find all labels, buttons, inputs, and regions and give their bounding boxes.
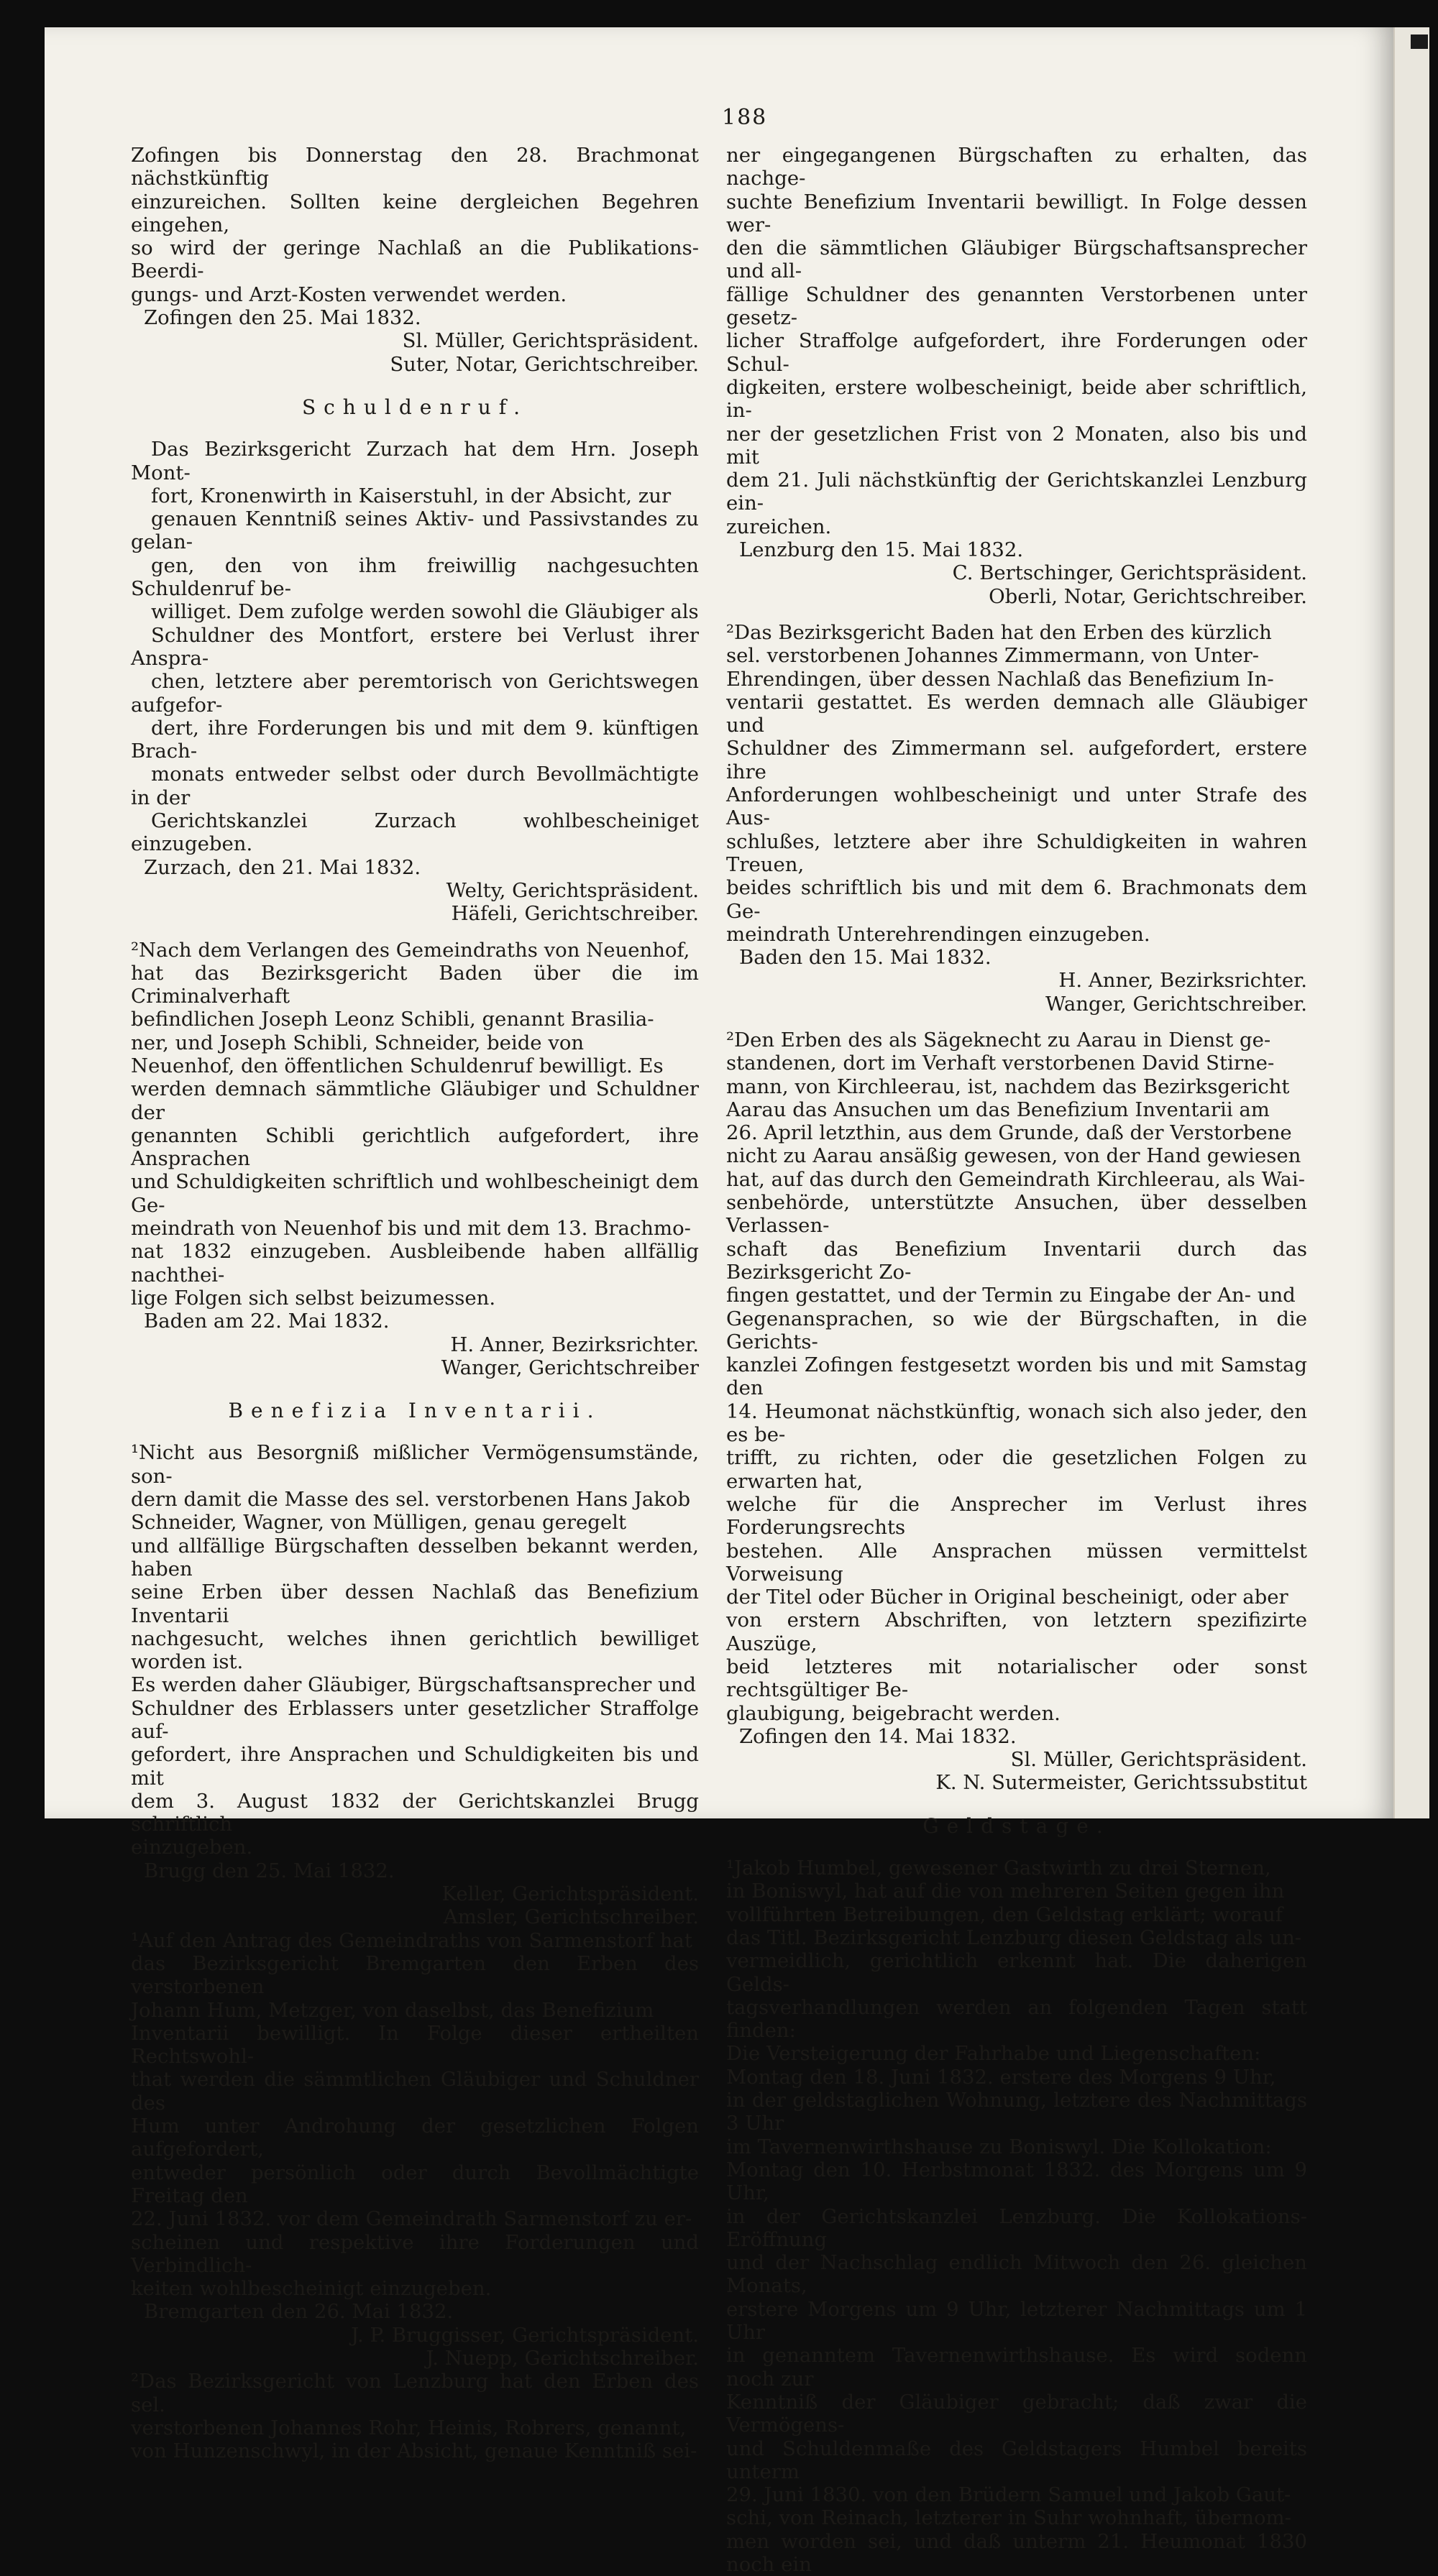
text-line: einzugeben. [131,1836,253,1859]
notice-zimmermann [726,621,1307,1016]
notice-body [131,1929,699,2301]
text-line: das Bezirksgericht Bremgarten den Erben des verstorbenen [131,1951,699,1999]
text-line: Kenntniß der Gläubiger gebracht; daß zwar die Vermögens- [726,2390,1307,2437]
text-line: befindlichen Joseph Leonz Schibli, genannt Brasilia- [131,1008,654,1031]
text-line: Neuenhof, den öffentlichen Schuldenruf bewilligt. Es [131,1054,664,1077]
text-line: mann, von Kirchleerau, ist, nachdem das Bezirksgericht [726,1075,1290,1098]
signature: Welty, Gerichtspräsident. [446,878,699,902]
signature: Wanger, Gerichtschreiber [441,1356,699,1379]
notice-hum [131,1929,699,2370]
notice-place-date: Lenzburg den 15. Mai 1832. [739,538,1024,562]
text-line: senbehörde, unterstützte Ansuchen, über desselben Verlassen- [726,1191,1307,1238]
text-line: williget. Dem zufolge werden sowohl die Gläubiger als [151,600,699,624]
text-line: fällige Schuldner des genannten Verstorbenen unter gesetz- [726,282,1307,330]
text-line: in genanntem Tavernenwirthshause. Es wird sodenn noch zur [726,2344,1307,2391]
text-line: men worden sei, und daß unterm 21. Heumonat 1830 noch ein [726,2529,1307,2576]
notice-body [726,1857,1307,2576]
text-line: chen, letztere aber peremtorisch von Gerichtswegen aufgefor- [131,670,699,717]
text-line: meindrath von Neuenhof bis und mit dem 13. Brachmo- [131,1217,691,1241]
signature: Sl. Müller, Gerichtspräsident. [402,329,699,353]
text-line: ner, und Joseph Schibli, Schneider, beide von [131,1031,585,1054]
text-line: Zofingen bis Donnerstag den 28. Brachmonat nächstkünftig [131,144,699,190]
text-line: beid letzteres mit notarialischer oder sonst rechtsgültiger Be- [726,1655,1307,1702]
signature: Wanger, Gerichtschreiber. [1045,992,1307,1016]
text-line: schaft das Benefizium Inventarii durch das Bezirksgericht Zo- [726,1237,1307,1284]
text-line: Schuldner des Zimmermann sel. aufgefordert, erstere ihre [726,737,1307,783]
text-line: zureichen. [726,515,832,538]
text-line: standenen, dort im Verhaft verstorbenen David Stirne- [726,1052,1275,1075]
page-edge [1393,27,1429,1818]
text-line: nicht zu Aarau ansäßig gewesen, von der Hand gewiesen [726,1144,1301,1168]
text-line: in Boniswyl, hat auf die von mehreren Seiten gegen ihn [726,1880,1285,1903]
text-line: welche für die Ansprecher im Verlust ihres Forderungsrechts [726,1492,1307,1540]
text-line: dem 3. August 1832 der Gerichtskanzlei Brugg schriftlich [131,1789,699,1836]
text-line: entweder persönlich oder durch Bevollmächtigte Freitag den [131,2161,699,2207]
signature: H. Anner, Bezirksrichter. [450,1333,699,1356]
notice-body [726,1029,1307,1725]
text-line: der Titel oder Bücher in Original bescheinigt, oder aber [726,1586,1288,1609]
text-line: sel. verstorbenen Johannes Zimmermann, von Unter- [726,644,1260,668]
text-line: dert, ihre Forderungen bis und mit dem 9. künftigen Brach- [131,716,699,763]
text-line: scheinen und respektive ihre Forderungen und Verbindlich- [131,2230,699,2277]
text-line: ventarii gestattet. Es werden demnach alle Gläubiger und [726,690,1307,737]
text-line: werden demnach sämmtliche Gläubiger und Schuldner der [131,1077,699,1124]
text-line: den die sämmtlichen Gläubiger Bürgschaftsansprecher und all- [726,236,1307,283]
text-line: Schneider, Wagner, von Mülligen, genau geregelt [131,1511,627,1535]
text-line: das Titl. Bezirksgericht Lenzburg diesen Geldstag als un- [726,1926,1302,1949]
notice-place-date: Zurzach, den 21. Mai 1832. [144,855,421,879]
spacer [131,926,699,939]
page-number: 188 [722,105,768,130]
notice-place-date: Baden am 22. Mai 1832. [144,1310,390,1333]
text-line: trifft, zu richten, oder die gesetzlichen Folgen zu erwarten hat, [726,1446,1307,1493]
text-line: gefordert, ihre Ansprachen und Schuldigkeiten bis und mit [131,1743,699,1790]
notice-body [131,1441,699,1859]
notice-place-date: Zofingen den 14. Mai 1832. [739,1724,1017,1748]
signature: Sl. Müller, Gerichtspräsident. [1010,1748,1307,1772]
text-line: 29. Juni 1830. von den Brüdern Samuel und Jakob Gaut- [726,2483,1291,2507]
text-line: Das Bezirksgericht Zurzach hat dem Hrn. Joseph Mont- [131,438,699,484]
text-line: digkeiten, erstere wolbescheinigt, beide aber schriftlich, in- [726,375,1307,423]
text-line: hat, auf das durch den Gemeindrath Kirchleerau, als Wai- [726,1167,1305,1191]
text-line: Anforderungen wohlbescheinigt und unter Strafe des Aus- [726,783,1307,830]
spacer [726,1016,1307,1029]
signature: Oberli, Notar, Gerichtschreiber. [989,584,1307,608]
text-line: schi, von Reinach, letzterer in Suhr wohnhaft, übernom- [726,2506,1291,2530]
text-line: und allfällige Bürgschaften desselben bekannt werden, haben [131,1534,699,1581]
text-line: ²Den Erben des als Sägeknecht zu Aarau in Dienst ge- [726,1028,1271,1052]
text-line: dem 21. Juli nächstkünftig der Gerichtskanzlei Lenzburg ein- [726,469,1307,515]
signature: Häfeli, Gerichtschreiber. [451,902,699,926]
text-line: in der Gerichtskanzlei Lenzburg. Die Kollokations-Eröffnung [726,2204,1307,2251]
text-line: erstere Morgens um 9 Uhr, letzterer Nachmittags um 1 Uhr [726,2297,1307,2345]
text-line: und Schuldigkeiten schriftlich und wohlbescheinigt dem Ge- [131,1170,699,1217]
text-line: und Schuldenmaße des Geldstagers Humbel bereits unterm [726,2437,1307,2483]
text-line: vermeidlich, gerichtlich erkennt hat. Die daherigen Gelds- [726,1949,1307,1996]
notice-rohr-continued [726,144,1307,608]
notice-place-date: Bremgarten den 26. Mai 1832. [144,2300,454,2324]
text-line: seine Erben über dessen Nachlaß das Benefizium Inventarii [131,1581,699,1627]
text-line: ²Nach dem Verlangen des Gemeindraths von Neuenhof, [131,938,690,962]
text-line: tagsverhandlungen werden an folgenden Tagen statt finden: [726,1995,1307,2043]
text-line: 14. Heumonat nächstkünftig, wonach sich also jeder, den es be- [726,1399,1307,1447]
notice-humbel [726,1857,1307,2576]
right-column [726,144,1307,2576]
notice-schibli [131,939,699,1380]
section-heading-schuldenruf: Schuldenruf. [301,395,528,419]
signature: J. P. Bruggisser, Gerichtspräsident. [351,2323,699,2347]
text-line: ¹Nicht aus Besorgniß mißlicher Vermögensumstände, son- [131,1441,699,1488]
notice-body [726,144,1307,538]
notice-body [131,144,699,306]
text-line: vollführten Betreibungen, den Geldstag erklärt; worauf [726,1903,1283,1926]
text-line: glaubigung, beigebracht werden. [726,1701,1061,1725]
text-line: fort, Kronenwirth in Kaiserstuhl, in der Absicht, zur [151,484,672,507]
signature: J. Nuepp, Gerichtschreiber. [426,2347,699,2370]
notice-place-date: Baden den 15. Mai 1832. [739,946,992,970]
text-line: Die Versteigerung der Fahrhabe und Liegenschaften: [726,2042,1261,2066]
text-line: ²Das Bezirksgericht Baden hat den Erben des kürzlich [726,620,1272,644]
text-line: nachgesucht, welches ihnen gerichtlich bewilliget worden ist. [131,1627,699,1674]
text-line: Montag den 10. Herbstmonat 1832. des Morgens um 9 Uhr, [726,2158,1307,2205]
text-line: keiten wohlbescheinigt einzugeben. [131,2277,492,2301]
notice-schneider [131,1441,699,1928]
text-line: Es werden daher Gläubiger, Bürgschaftsansprecher und [131,1673,697,1697]
text-line: monats entweder selbst oder durch Bevollmächtigte in der [131,763,699,809]
text-line: in der geldstaglichen Wohnung, letztere des Nachmittags 3 Uhr [726,2089,1307,2135]
signature: H. Anner, Bezirksrichter. [1058,969,1307,993]
text-line: genannten Schibli gerichtlich aufgefordert, ihre Ansprachen [131,1123,699,1171]
notice-place-date: Zofingen den 25. Mai 1832. [144,306,421,330]
text-line: Aarau das Ansuchen um das Benefizium Inventarii am [726,1098,1270,1121]
signature: C. Bertschinger, Gerichtspräsident. [952,561,1307,585]
notice-body [131,438,699,855]
text-line: suchte Benefizium Inventarii bewilligt. In Folge dessen wer- [726,190,1307,236]
text-line: von Hunzenschwyl, in der Absicht, genaue Kenntniß sei- [131,2439,697,2463]
notice-zofingen-intro [131,144,699,376]
text-line: so wird der geringe Nachlaß an die Publikations- Beerdi- [131,236,699,283]
text-line: ner eingegangenen Bürgschaften zu erhalten, das nachge- [726,144,1307,190]
signature: Amsler, Gerichtschreiber. [443,1905,699,1929]
text-line: genauen Kenntniß seines Aktiv- und Passivstandes zu gelan- [131,507,699,554]
text-line: dern damit die Masse des sel. verstorbenen Hans Jakob [131,1488,691,1512]
text-line: bestehen. Alle Ansprachen müssen vermittelst Vorweisung [726,1539,1307,1586]
left-column [131,144,699,2463]
text-line: meindrath Unterehrendingen einzugeben. [726,922,1150,946]
text-line: Inventarii bewilligt. In Folge dieser ertheilten Rechtswohl- [131,2021,699,2069]
text-line: beides schriftlich bis und mit dem 6. Brachmonats dem Ge- [726,876,1307,923]
text-line: von erstern Abschriften, von letztern spezifizirte Auszüge, [726,1609,1307,1655]
signature: K. N. Sutermeister, Gerichtssubstitut [935,1771,1307,1795]
text-line: fingen gestattet, und der Termin zu Eingabe der An- und [726,1284,1296,1307]
section-heading-benefizia: Benefizia Inventarii. [228,1399,602,1423]
text-line: gungs- und Arzt-Kosten verwendet werden. [131,282,567,306]
text-line: ¹Jakob Humbel, gewesener Gastwirth zu drei Sternen, [726,1857,1271,1880]
text-line: Gegenansprachen, so wie der Bürgschaften, in die Gerichts- [726,1307,1307,1353]
text-line: lige Folgen sich selbst beizumessen. [131,1286,496,1310]
notice-place-date: Brugg den 25. Mai 1832. [144,1859,395,1882]
signature: Suter, Notar, Gerichtschreiber. [390,352,699,376]
notice-stirnemann [726,1029,1307,1795]
text-line: einzureichen. Sollten keine dergleichen Begehren eingehen, [131,190,699,236]
notice-body [131,939,699,1310]
text-line: im Tavernenwirthshause zu Boniswyl. Die Kollokation: [726,2135,1272,2158]
text-line: Schuldner des Montfort, erstere bei Verlust ihrer Anspra- [131,623,699,670]
scan-marker [1411,34,1428,49]
text-line: und der Nachschlag endlich Mitwoch den 26. gleichen Monats, [726,2251,1307,2298]
spacer [726,608,1307,621]
text-line: Gerichtskanzlei Zurzach wohlbescheiniget einzugeben. [131,809,699,856]
text-line: ner der gesetzlichen Frist von 2 Monaten, also bis und mit [726,422,1307,469]
signature: Keller, Gerichtspräsident. [441,1882,699,1906]
text-line: Johann Hum, Metzger, von daselbst, das Benefizium [131,1998,654,2022]
text-line: licher Straffolge aufgefordert, ihre Forderungen oder Schul- [726,329,1307,376]
text-line: verstorbenen Johannes Rohr, Heinis, Robrers, genannt, [131,2416,687,2439]
text-line: 22. Juni 1832. vor dem Gemeindrath Sarmenstorf zu er- [131,2207,692,2231]
text-line: hat das Bezirksgericht Baden über die im Criminalverhaft [131,961,699,1008]
notice-body [131,2370,699,2462]
text-line: Montag den 18. Juni 1832. erstere des Morgens 9 Uhr, [726,2065,1276,2089]
text-line: 26. April letzthin, aus dem Grunde, daß der Verstorbene [726,1121,1292,1145]
text-line: Ehrendingen, über dessen Nachlaß das Benefizium In- [726,667,1274,691]
text-line: nat 1832 einzugeben. Ausbleibende haben allfällig nachthei- [131,1240,699,1287]
notice-body [726,621,1307,946]
notice-rohr-start [131,2370,699,2462]
text-line: Hum unter Androhung der gesetzlichen Folgen aufgefordert, [131,2115,699,2161]
text-line: that werden die sämmtlichen Gläubiger und Schuldner des [131,2068,699,2115]
notice-montfort [131,438,699,925]
text-line: ²Das Bezirksgericht von Lenzburg hat den Erben des sel. [131,2370,699,2416]
section-heading-geldstage: Geldstage. [922,1813,1111,1838]
text-line: ¹Auf den Antrag des Gemeindraths von Sarmenstorf hat [131,1928,692,1952]
text-line: Schuldner des Erblassers unter gesetzlicher Straffolge auf- [131,1696,699,1743]
text-line: gen, den von ihm freiwillig nachgesuchten Schuldenruf be- [131,553,699,601]
text-line: schlußes, letztere aber ihre Schuldigkeiten in wahren Treuen, [726,829,1307,876]
text-line: kanzlei Zofingen festgesetzt worden bis und mit Samstag den [726,1353,1307,1400]
